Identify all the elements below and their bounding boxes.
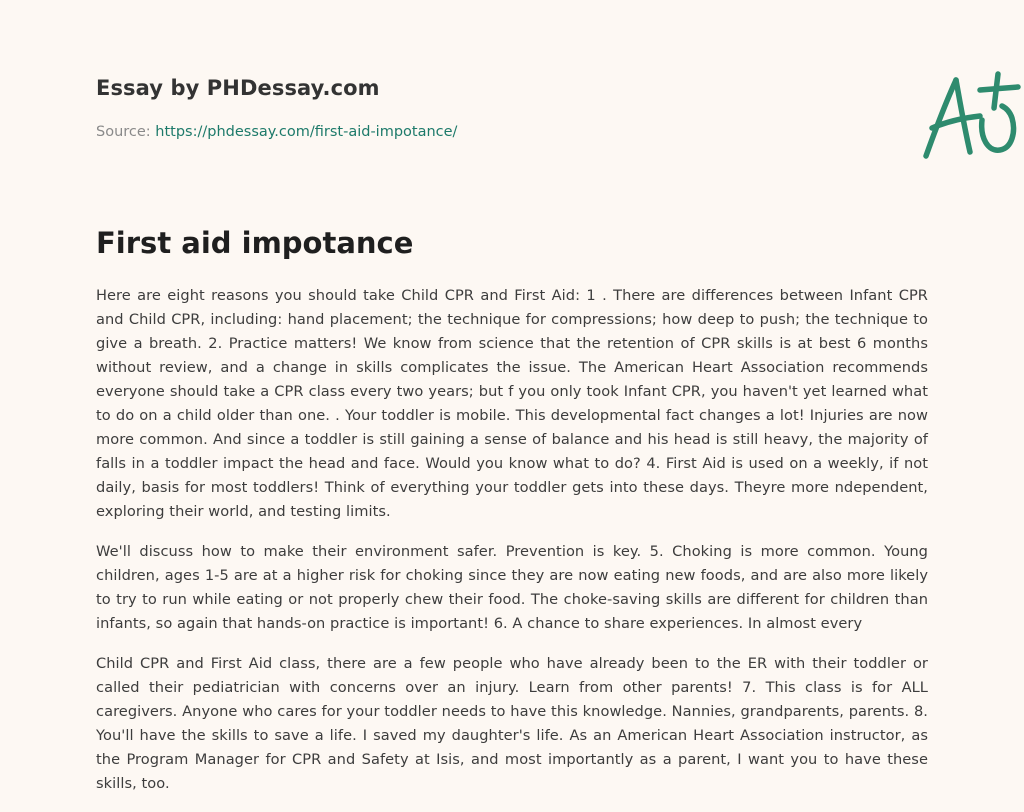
essay-paragraph-2: We'll discuss how to make their environment safer. Prevention is key. 5. Choking is more common. Young children, ages 1-5 are at a higher risk for choking since they are now eating new foods, and are also more likely to try to run while eating or not properly chew their food. The choke-saving skills are different for children than infants, so again that hands-on practice is important! 6. A chance to share experiences. In almost every (96, 543, 928, 632)
essay-title: First aid impotance (96, 226, 414, 260)
source-link[interactable]: https://phdessay.com/first-aid-impotance/ (155, 124, 458, 140)
a-plus-grade-icon (918, 68, 1024, 164)
site-title: Essay by PHDessay.com (96, 76, 380, 100)
source-line (96, 124, 457, 140)
essay-paragraph-1: Here are eight reasons you should take Child CPR and First Aid: 1 . There are differences between Infant CPR and Child CPR, including: hand placement; the technique for compressions; how deep to push; the technique to give a breath. 2. Practice matters! We know from science that the retention of CPR skills is at best 6 months without review, and a change in skills complicates the issue. The American Heart Association recommends everyone should take a CPR class every two years; but f you only took Infant CPR, you haven't yet learned what to do on a child older than one. . Your toddler is mobile. This developmental fact changes a lot! Injuries are now more common. And since a toddler is still gaining a sense of balance and his head is still heavy, the majority of falls in a toddler impact the head and face. Would you know what to do? 4. First Aid is used on a weekly, if not daily, basis for most toddlers! Think of everything your toddler gets into these days. Theyre more ndependent, exploring their world, and testing limits. (96, 287, 928, 520)
essay-paragraph-3: Child CPR and First Aid class, there are a few people who have already been to the ER with their toddler or called their pediatrician with concerns over an injury. Learn from other parents! 7. This class is for ALL caregivers. Anyone who cares for your toddler needs to have this knowledge. Nannies, grandparents, parents. 8. You'll have the skills to save a life. I saved my daughter's life. As an American Heart Association instructor, as the Program Manager for CPR and Safety at Isis, and most importantly as a parent, I want you to have these skills, too. (96, 655, 928, 792)
source-label: Source: (96, 124, 151, 140)
essay-body (96, 284, 928, 812)
